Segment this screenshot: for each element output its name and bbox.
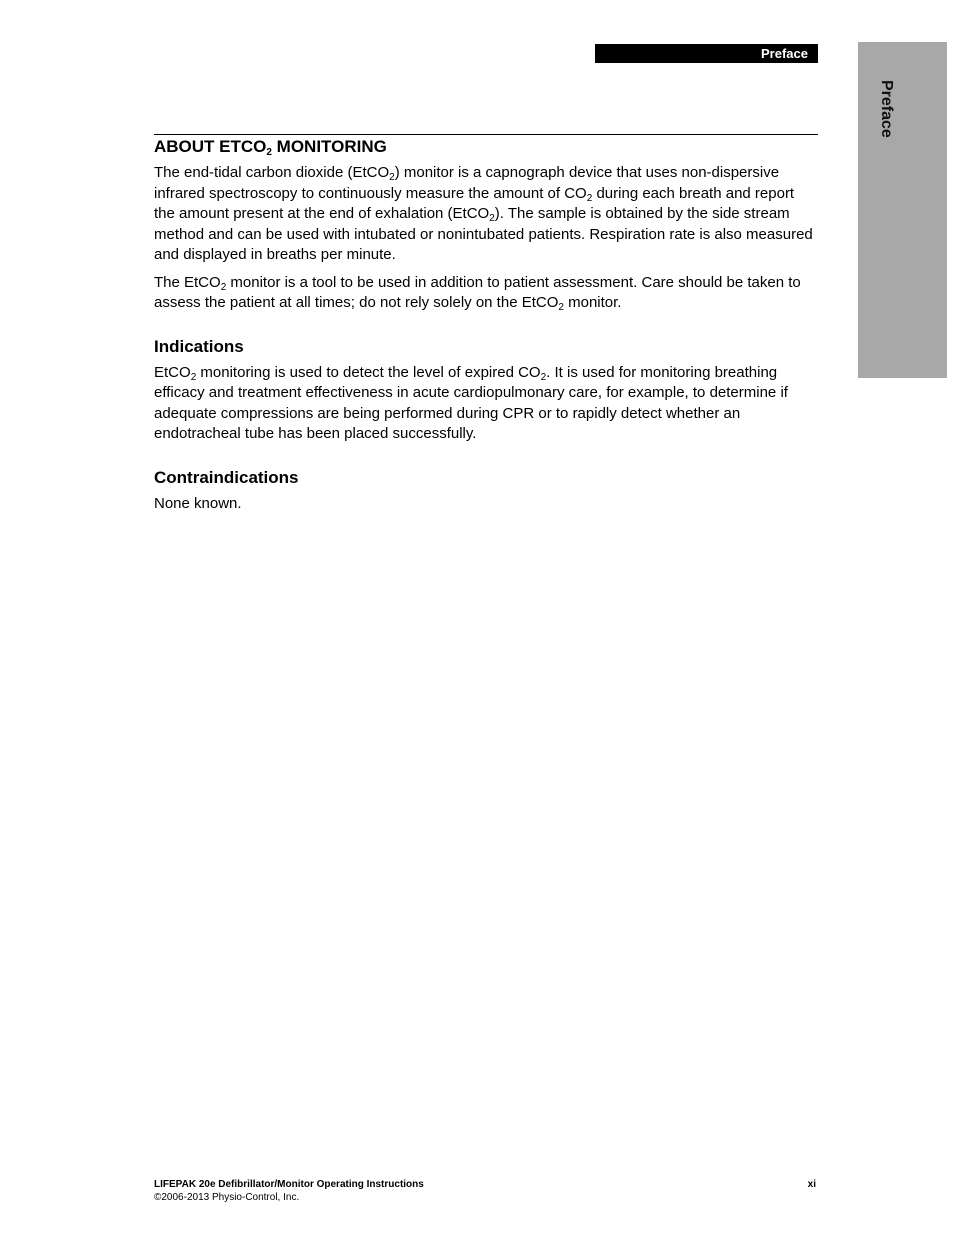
page-footer (154, 1178, 816, 1204)
section-title: ABOUT $ETCO_2$ MONITORING (154, 137, 387, 158)
indications-paragraph: EtCO$_2$ monitoring is used to detect the level of expired $CO_2$. It is used for monitoring breathing efficacy and treatment effectiveness in acute cardiopulmonary care, for example, to determine if adequate compressions are being performed during CPR or to rapidly detect whether an endotracheal tube has been placed successfully. (154, 363, 788, 442)
main-content (154, 134, 818, 514)
running-header-label: Preface (761, 46, 808, 61)
side-tab-label: Preface (878, 80, 895, 138)
side-tab (858, 42, 947, 378)
footer-title: LIFEPAK 20e Defibrillator/Monitor Operating Instructions (154, 1179, 424, 1190)
footer-copyright: ©2006-2013 Physio-Control, Inc. (154, 1192, 300, 1203)
caution-paragraph: The EtCO$_2$ monitor is a tool to be used in addition to patient assessment. Care should be taken to assess the patient at all times; do not rely solely on the EtCO$_2$ monitor. (154, 273, 801, 313)
contraindications-paragraph: None known. (154, 494, 242, 512)
contraindications-heading: Contraindications (154, 467, 299, 487)
intro-paragraph: The end-tidal carbon dioxide (EtCO$_2$) monitor is a capnograph device that uses non-dispersive infrared spectroscopy to continuously measure the amount of $CO_2$ during each breath and report the amount present at the end of exhalation (EtCO$_2$). The sample is obtained by the side stream method and can be used with intubated or nonintubated patients. Respiration rate is also measured and displayed in breaths per minute. (154, 164, 813, 263)
section-rule (154, 134, 818, 158)
page-number: xi (807, 1179, 816, 1190)
running-header-bar (595, 44, 818, 63)
indications-heading: Indications (154, 336, 244, 356)
